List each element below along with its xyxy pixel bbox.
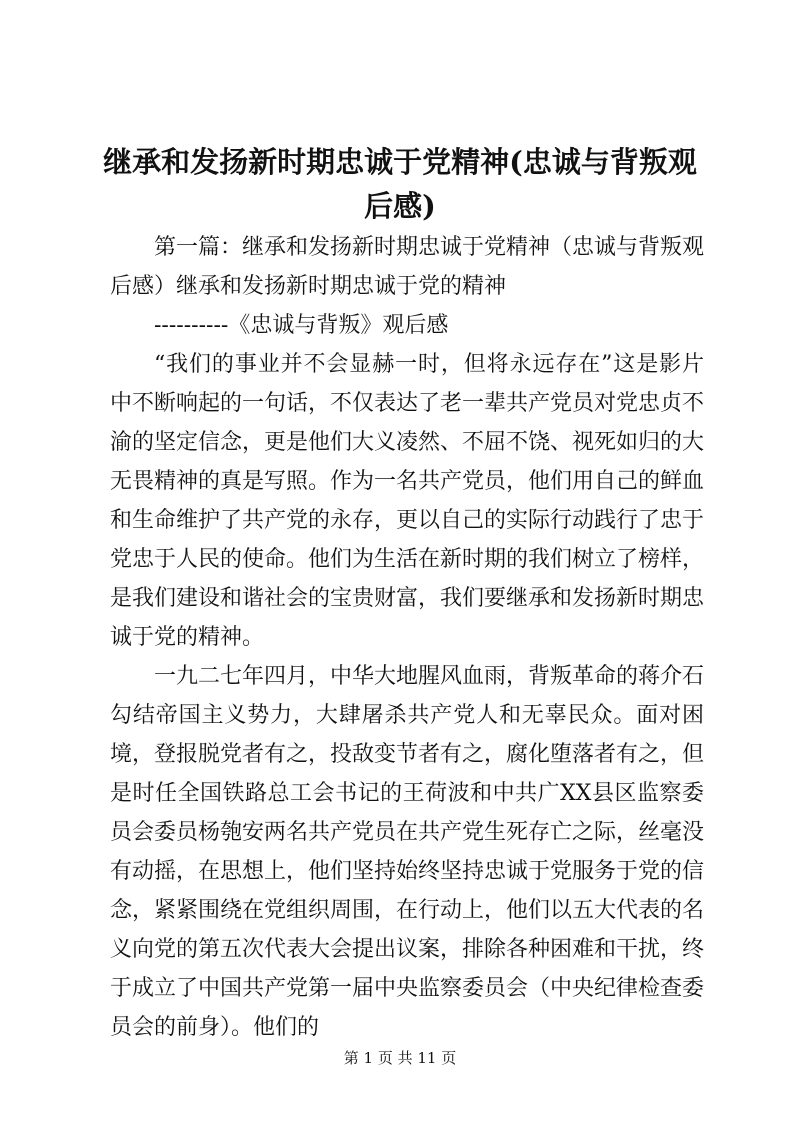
paragraph-heading: 第一篇：继承和发扬新时期忠诚于党精神（忠诚与背叛观后感）继承和发扬新时期忠诚于党的精神	[110, 235, 705, 299]
page-footer: 第 1 页 共 11 页	[343, 1049, 457, 1067]
paragraph: 一九二七年四月，中华大地腥风血雨，背叛革命的蒋介石勾结帝国主义势力，大肆屠杀共产党人和无辜民众。面对困境，登报脱党者有之，投敌变节者有之，腐化堕落者有之，但是时任全国铁路总工会书记的王荷波和中共广XX县区监察委员会委员杨匏安两名共产党员在共产党生死存亡之际，丝毫没有动摇，在思想上，他们坚持始终坚持忠诚于党服务于党的信念，紧紧围绕在党组织周围，在行动上，他们以五大代表的名义向党的第五次代表大会提出议案，排除各种困难和干扰，终于成立了中国共产党第一届中央监察委员会（中央纪律检查委员会的前身）。他们的	[110, 664, 705, 1040]
paragraph-subtitle: ----------《忠诚与背叛》观后感	[154, 313, 449, 338]
document-title: 继承和发扬新时期忠诚于党精神(忠诚与背叛观后感)	[103, 145, 697, 223]
document-body	[110, 228, 704, 1047]
paragraph: “我们的事业并不会显赫一时，但将永远存在”这是影片中不断响起的一句话，不仅表达了老一辈共产党员对党忠贞不渝的坚定信念，更是他们大义凌然、不屈不饶、视死如归的大无畏精神的真是写照。作为一名共产党员，他们用自己的鲜血和生命维护了共产党的永存，更以自己的实际行动践行了忠于党忠于人民的使命。他们为生活在新时期的我们树立了榜样，是我们建设和谐社会的宝贵财富，我们要继承和发扬新时期忠诚于党的精神。	[110, 352, 705, 650]
